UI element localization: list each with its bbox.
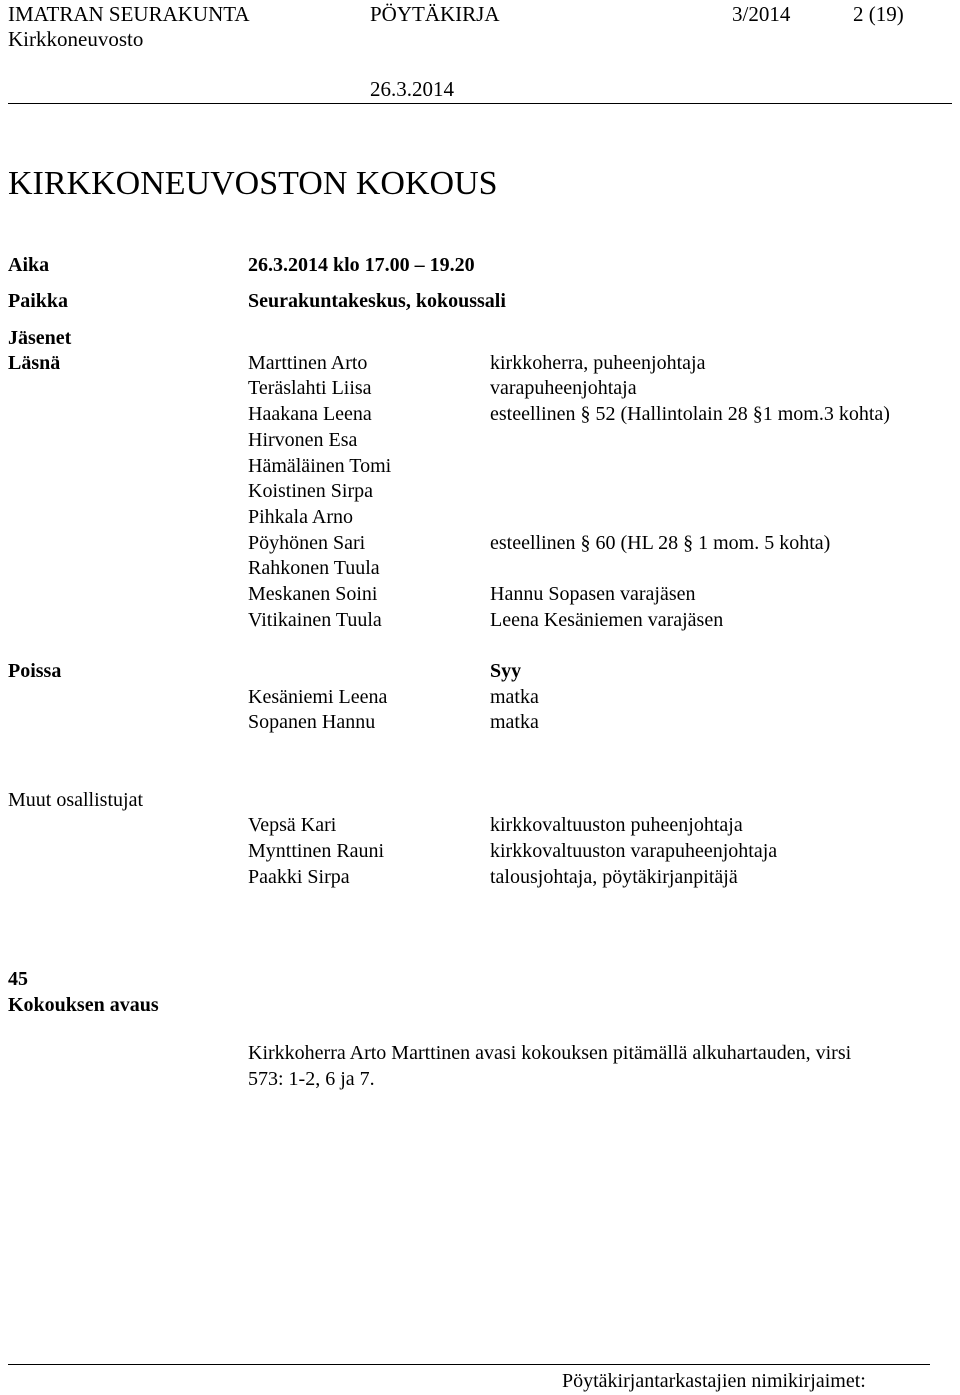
header-number: 3/2014 bbox=[732, 2, 791, 26]
place-value: Seurakuntakeskus, kokoussali bbox=[248, 290, 506, 312]
present-name: Haakana Leena bbox=[248, 403, 372, 425]
present-role: varapuheenjohtaja bbox=[490, 377, 637, 399]
present-name: Teräslahti Liisa bbox=[248, 377, 372, 399]
header-doc-type: PÖYTÄKIRJA bbox=[370, 2, 500, 26]
absent-reason-header: Syy bbox=[490, 660, 522, 682]
absent-reason: matka bbox=[490, 711, 539, 733]
present-name: Vitikainen Tuula bbox=[248, 609, 382, 631]
header-org: IMATRAN SEURAKUNTA bbox=[8, 2, 250, 26]
others-name: Vepsä Kari bbox=[248, 814, 337, 836]
present-label: Läsnä bbox=[8, 352, 61, 374]
present-name: Hämäläinen Tomi bbox=[248, 455, 392, 477]
present-name: Hirvonen Esa bbox=[248, 429, 358, 451]
present-name: Meskanen Soini bbox=[248, 583, 378, 605]
others-role: kirkkovaltuuston varapuheenjohtaja bbox=[490, 840, 778, 862]
present-name: Koistinen Sirpa bbox=[248, 480, 373, 502]
present-role: Leena Kesäniemen varajäsen bbox=[490, 609, 724, 631]
header-rule bbox=[8, 103, 952, 104]
others-label: Muut osallistujat bbox=[8, 789, 143, 811]
absent-name: Sopanen Hannu bbox=[248, 711, 376, 733]
present-name: Pihkala Arno bbox=[248, 506, 353, 528]
page-title: KIRKKONEUVOSTON KOKOUS bbox=[8, 165, 498, 202]
place-label: Paikka bbox=[8, 290, 69, 312]
others-role: kirkkovaltuuston puheenjohtaja bbox=[490, 814, 743, 836]
footer-rule bbox=[8, 1364, 930, 1365]
section-title: Kokouksen avaus bbox=[8, 994, 159, 1016]
header-body: Kirkkoneuvosto bbox=[8, 27, 144, 51]
present-role: esteellinen § 60 (HL 28 § 1 mom. 5 kohta) bbox=[490, 532, 831, 554]
header-page: 2 (19) bbox=[853, 2, 904, 26]
absent-reason: matka bbox=[490, 686, 539, 708]
present-role: esteellinen § 52 (Hallintolain 28 §1 mom.3 kohta) bbox=[490, 403, 890, 425]
absent-label: Poissa bbox=[8, 660, 62, 682]
time-label: Aika bbox=[8, 254, 50, 276]
present-role: Hannu Sopasen varajäsen bbox=[490, 583, 696, 605]
present-name: Rahkonen Tuula bbox=[248, 557, 380, 579]
others-name: Mynttinen Rauni bbox=[248, 840, 385, 862]
section-body-line2: 573: 1-2, 6 ja 7. bbox=[248, 1068, 375, 1090]
signature-label: Pöytäkirjantarkastajien nimikirjaimet: bbox=[562, 1370, 866, 1392]
section-body-line1: Kirkkoherra Arto Marttinen avasi kokouksen pitämällä alkuhartauden, virsi bbox=[248, 1042, 852, 1064]
present-name: Pöyhönen Sari bbox=[248, 532, 366, 554]
others-role: talousjohtaja, pöytäkirjanpitäjä bbox=[490, 866, 738, 888]
absent-name: Kesäniemi Leena bbox=[248, 686, 388, 708]
present-name: Marttinen Arto bbox=[248, 352, 368, 374]
members-label: Jäsenet bbox=[8, 327, 72, 349]
present-role: kirkkoherra, puheenjohtaja bbox=[490, 352, 706, 374]
others-name: Paakki Sirpa bbox=[248, 866, 350, 888]
header-date: 26.3.2014 bbox=[370, 77, 454, 101]
section-number: 45 bbox=[8, 968, 28, 990]
time-value: 26.3.2014 klo 17.00 – 19.20 bbox=[248, 254, 475, 276]
